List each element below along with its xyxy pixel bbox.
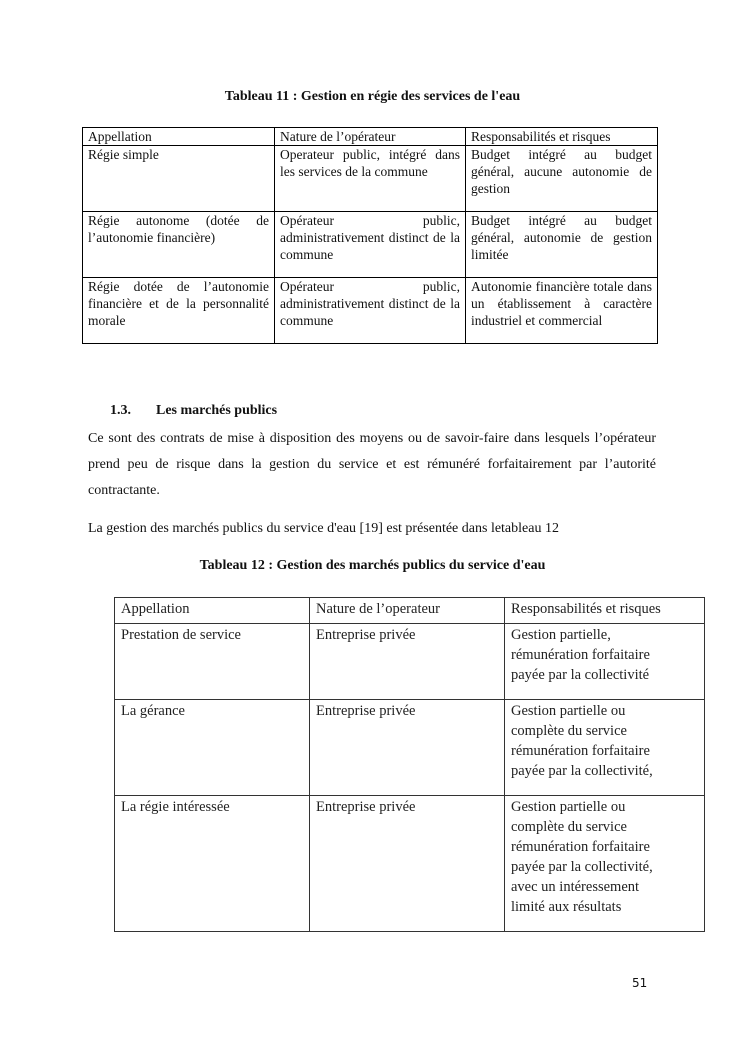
table-header-cell: Nature de l’operateur xyxy=(310,598,505,624)
table-header-cell: Nature de l’opérateur xyxy=(275,128,466,146)
table-cell xyxy=(505,700,705,796)
table-cell: La régie intéressée xyxy=(115,796,310,932)
section-title: Les marchés publics xyxy=(156,403,278,418)
table-cell: Autonomie financière totale dans un établissement à caractère industriel et commercial xyxy=(466,278,658,344)
table-cell: Régie autonome (dotée de l’autonomie financière) xyxy=(83,212,275,278)
table-header-cell: Appellation xyxy=(83,128,275,146)
table-cell xyxy=(505,624,705,700)
table-cell: Entreprise privée xyxy=(310,700,505,796)
cell-line: payée par la collectivité, xyxy=(511,859,653,875)
cell-line: rémunération forfaitaire xyxy=(511,647,650,663)
cell-line: complète du service xyxy=(511,819,627,835)
table-header-row xyxy=(115,598,705,624)
table-row xyxy=(83,146,658,212)
table-cell: Prestation de service xyxy=(115,624,310,700)
table-row xyxy=(115,796,705,932)
table-cell: Régie simple xyxy=(83,146,275,212)
cell-line: avec un intéressement xyxy=(511,879,640,895)
table-row xyxy=(83,212,658,278)
table-12 xyxy=(114,597,705,932)
cell-line: rémunération forfaitaire xyxy=(511,839,650,855)
section-number: 1.3. xyxy=(110,403,131,418)
table-header-cell: Responsabilités et risques xyxy=(466,128,658,146)
cell-line: limité aux résultats xyxy=(511,899,622,915)
table-header-row xyxy=(83,128,658,146)
table-cell: Entreprise privée xyxy=(310,796,505,932)
table-row xyxy=(83,278,658,344)
cell-line: complète du service xyxy=(511,723,627,739)
table-cell: Opérateur public, administrativement distinct de la commune xyxy=(275,278,466,344)
table-11 xyxy=(82,127,658,344)
cell-line: rémunération forfaitaire xyxy=(511,743,650,759)
table-cell: Régie dotée de l’autonomie financière et de la personnalité morale xyxy=(83,278,275,344)
table-12-caption: Tableau 12 : Gestion des marchés publics du service d'eau xyxy=(199,558,546,573)
paragraph: Ce sont des contrats de mise à disposition des moyens ou de savoir-faire dans lesquels l’opérateur prend peu de risque dans la gestion du service et est rémunéré forfaitairement par l’autorité contractante. xyxy=(88,431,656,498)
paragraph: La gestion des marchés publics du service d'eau [19] est présentée dans letableau 12 xyxy=(88,521,559,536)
table-cell: La gérance xyxy=(115,700,310,796)
cell-line: Gestion partielle ou xyxy=(511,799,626,815)
cell-line: payée par la collectivité, xyxy=(511,763,653,779)
table-cell: Operateur public, intégré dans les services de la commune xyxy=(275,146,466,212)
cell-line: Gestion partielle, xyxy=(511,627,611,643)
table-11-caption: Tableau 11 : Gestion en régie des services de l'eau xyxy=(224,89,521,104)
table-cell xyxy=(505,796,705,932)
table-header-cell: Appellation xyxy=(115,598,310,624)
section-heading xyxy=(110,403,277,419)
cell-line: Gestion partielle ou xyxy=(511,703,626,719)
cell-line: payée par la collectivité xyxy=(511,667,650,683)
table-row xyxy=(115,624,705,700)
table-cell: Entreprise privée xyxy=(310,624,505,700)
page-number: 51 xyxy=(632,976,648,990)
table-cell: Budget intégré au budget général, autonomie de gestion limitée xyxy=(466,212,658,278)
table-header-cell: Responsabilités et risques xyxy=(505,598,705,624)
table-cell: Opérateur public, administrativement distinct de la commune xyxy=(275,212,466,278)
table-cell: Budget intégré au budget général, aucune autonomie de gestion xyxy=(466,146,658,212)
table-row xyxy=(115,700,705,796)
